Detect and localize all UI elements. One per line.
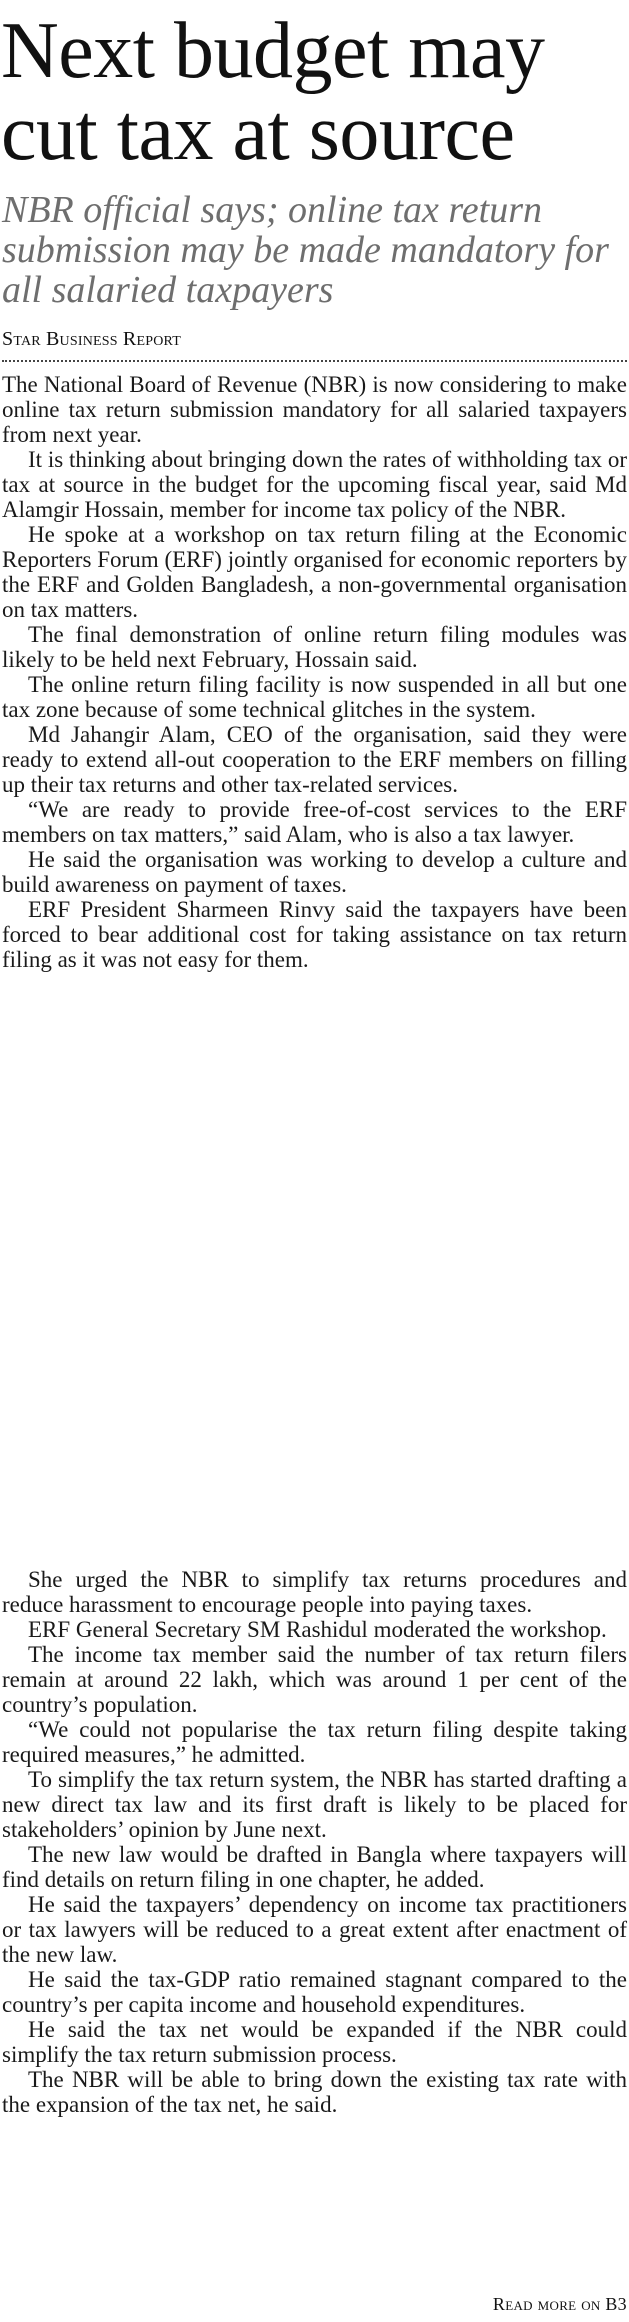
body-paragraph: He said the tax-GDP ratio remained stagnant compared to the country’s per capita income and household expenditures. <box>2 1967 627 2017</box>
body-paragraph: The new law would be drafted in Bangla where taxpayers will find details on return filing in one chapter, he added. <box>2 1842 627 1892</box>
body-paragraph: It is thinking about bringing down the rates of withholding tax or tax at source in the budget for the upcoming fiscal year, said Md Alamgir Hossain, member for income tax policy of the NBR. <box>2 447 627 522</box>
body-paragraph: The NBR will be able to bring down the existing tax rate with the expansion of the tax net, he said. <box>2 2067 627 2117</box>
subheadline: NBR official says; online tax return submission may be made mandatory for all salaried taxpayers <box>2 189 609 311</box>
article-body-part-two <box>2 1567 627 2117</box>
dotted-divider <box>2 360 627 362</box>
body-paragraph: ERF President Sharmeen Rinvy said the taxpayers have been forced to bear additional cost for taking assistance on tax return filing as it was not easy for them. <box>2 897 627 972</box>
byline: Star Business Report <box>2 328 181 350</box>
body-paragraph: The final demonstration of online return filing modules was likely to be held next February, Hossain said. <box>2 622 627 672</box>
body-paragraph: The online return filing facility is now suspended in all but one tax zone because of some technical glitches in the system. <box>2 672 627 722</box>
body-paragraph: The National Board of Revenue (NBR) is now considering to make online tax return submission mandatory for all salaried taxpayers from next year. <box>2 372 627 447</box>
body-paragraph: The income tax member said the number of tax return filers remain at around 22 lakh, which was around 1 per cent of the country’s population. <box>2 1642 627 1717</box>
body-paragraph: He said the organisation was working to develop a culture and build awareness on payment of taxes. <box>2 847 627 897</box>
body-paragraph: She urged the NBR to simplify tax returns procedures and reduce harassment to encourage people into paying taxes. <box>2 1567 627 1617</box>
body-paragraph: He spoke at a workshop on tax return filing at the Economic Reporters Forum (ERF) jointly organised for economic reporters by the ERF and Golden Bangladesh, a non-governmental organisation on tax matters. <box>2 522 627 622</box>
body-paragraph: To simplify the tax return system, the NBR has started drafting a new direct tax law and its first draft is likely to be placed for stakeholders’ opinion by June next. <box>2 1767 627 1842</box>
body-paragraph: “We are ready to provide free-of-cost services to the ERF members on tax matters,” said Alam, who is also a tax lawyer. <box>2 797 627 847</box>
body-paragraph: He said the taxpayers’ dependency on income tax practitioners or tax lawyers will be reduced to a great extent after enactment of the new law. <box>2 1892 627 1967</box>
body-paragraph: He said the tax net would be expanded if the NBR could simplify the tax return submission process. <box>2 2017 627 2067</box>
body-paragraph: Md Jahangir Alam, CEO of the organisation, said they were ready to extend all-out cooperation to the ERF members on filling up their tax returns and other tax-related services. <box>2 722 627 797</box>
article-body-part-one <box>2 372 627 972</box>
read-more-link[interactable]: Read more on B3 <box>492 2294 627 2314</box>
headline: Next budget may cut tax at source <box>1 7 545 177</box>
body-paragraph: ERF General Secretary SM Rashidul moderated the workshop. <box>28 1617 607 1642</box>
body-paragraph: “We could not popularise the tax return filing despite taking required measures,” he admitted. <box>2 1717 627 1767</box>
